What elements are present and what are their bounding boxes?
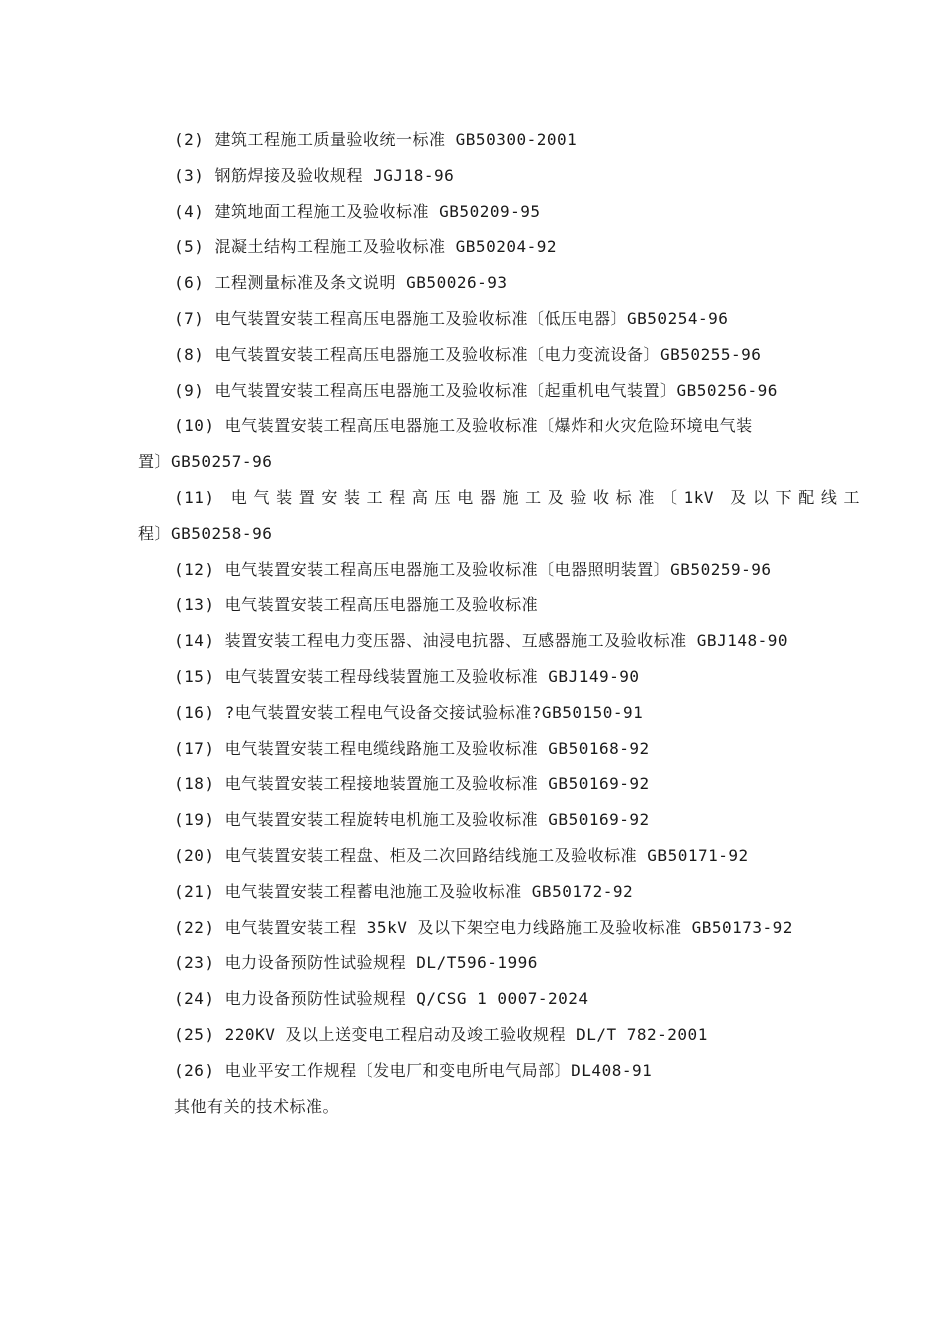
list-item: (2) 建筑工程施工质量验收统一标准 GB50300-2001 [174, 130, 578, 149]
list-item: (5) 混凝土结构工程施工及验收标准 GB50204-92 [174, 237, 557, 257]
list-item: (22) 电气装置安装工程 35kV 及以下架空电力线路施工及验收标准 GB50173-92 [174, 917, 793, 937]
list-item-10-line-1: (10) 电气装置安装工程高压电器施工及验收标准〔爆炸和火灾危险环境电气装 [174, 416, 753, 436]
list-item: (16) ?电气装置安装工程电气设备交接试验标准?GB50150-91 [174, 702, 644, 722]
list-item: (13) 电气装置安装工程高压电器施工及验收标准 [174, 595, 539, 615]
list-item: (20) 电气装置安装工程盘、柜及二次回路结线施工及验收标准 GB50171-92 [174, 845, 749, 865]
list-item: (9) 电气装置安装工程高压电器施工及验收标准〔起重机电气装置〕GB50256-96 [174, 380, 778, 400]
list-item-11-line-1: (11) 电气装置安装工程高压电器施工及验收标准〔1kV 及以下配线工 [174, 487, 860, 507]
list-item-11-line-2: 程〕GB50258-96 [138, 523, 273, 543]
list-item: (8) 电气装置安装工程高压电器施工及验收标准〔电力变流设备〕GB50255-96 [174, 344, 762, 364]
list-item: (19) 电气装置安装工程旋转电机施工及验收标准 GB50169-92 [174, 810, 650, 830]
list-item-10-line-2: 置〕GB50257-96 [138, 452, 273, 472]
list-item: (18) 电气装置安装工程接地装置施工及验收标准 GB50169-92 [174, 774, 650, 794]
list-item: (7) 电气装置安装工程高压电器施工及验收标准〔低压电器〕GB50254-96 [174, 308, 729, 328]
list-item: (24) 电力设备预防性试验规程 Q/CSG 1 0007-2024 [174, 989, 589, 1009]
list-item: (6) 工程测量标准及条文说明 GB50026-93 [174, 273, 508, 293]
standards-list [138, 122, 860, 1124]
list-item: (21) 电气装置安装工程蓄电池施工及验收标准 GB50172-92 [174, 881, 634, 901]
list-item: (17) 电气装置安装工程电缆线路施工及验收标准 GB50168-92 [174, 738, 650, 758]
list-item: (14) 装置安装工程电力变压器、油浸电抗器、互感器施工及验收标准 GBJ148-90 [174, 631, 788, 651]
closing-note: 其他有关的技术标准。 [174, 1096, 340, 1116]
list-item: (23) 电力设备预防性试验规程 DL/T596-1996 [174, 953, 538, 973]
list-item: (15) 电气装置安装工程母线装置施工及验收标准 GBJ149-90 [174, 666, 640, 686]
list-item: (12) 电气装置安装工程高压电器施工及验收标准〔电器照明装置〕GB50259-96 [174, 559, 772, 579]
list-item: (26) 电业平安工作规程〔发电厂和变电所电气局部〕DL408-91 [174, 1060, 653, 1080]
list-item: (3) 钢筋焊接及验收规程 JGJ18-96 [174, 165, 455, 185]
list-item: (25) 220KV 及以上送变电工程启动及竣工验收规程 DL/T 782-2001 [174, 1024, 708, 1044]
list-item: (4) 建筑地面工程施工及验收标准 GB50209-95 [174, 201, 541, 221]
